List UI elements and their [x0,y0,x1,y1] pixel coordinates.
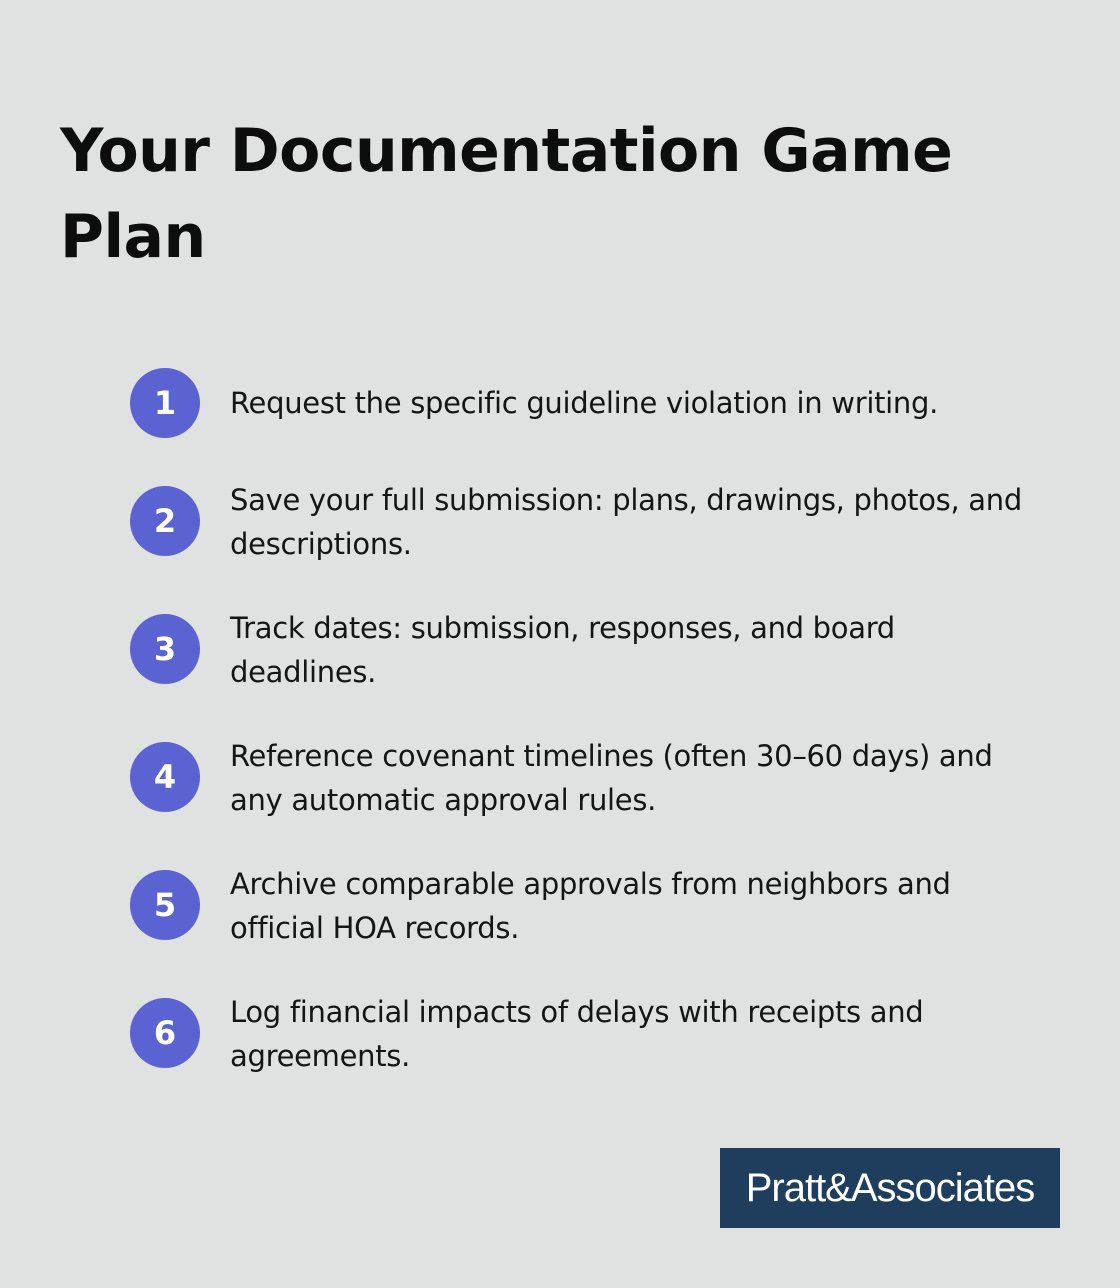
logo-text: Pratt&Associates [745,1166,1035,1210]
step-text: Log financial impacts of delays with receipts and agreements. [230,995,924,1073]
step-number-badge: 1 [130,368,200,438]
step-text: Reference covenant timelines (often 30–60 days) and any automatic approval rules. [230,739,993,817]
step-number-badge: 4 [130,742,200,812]
step-text: Save your full submission: plans, drawings, photos, and descriptions. [230,483,1022,561]
step-number-badge: 2 [130,486,200,556]
step-text: Request the specific guideline violation in writing. [230,386,939,420]
step-number-badge: 5 [130,870,200,940]
step-text: Archive comparable approvals from neighbors and official HOA records. [230,867,951,945]
step-number-badge: 6 [130,998,200,1068]
step-text: Track dates: submission, responses, and board deadlines. [230,611,895,689]
brand-logo [720,1148,1060,1228]
step-number-badge: 3 [130,614,200,684]
page-title: Your Documentation Game Plan [60,116,953,272]
